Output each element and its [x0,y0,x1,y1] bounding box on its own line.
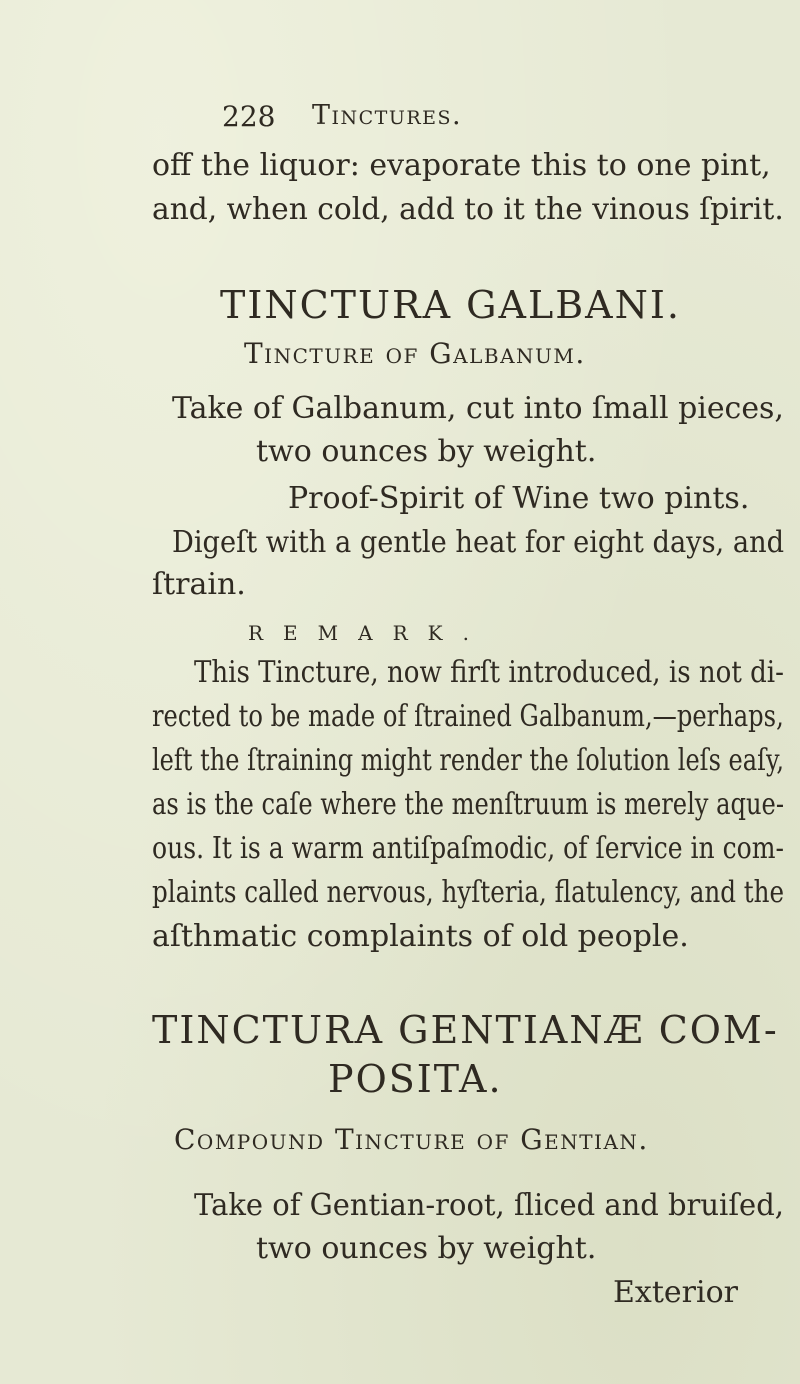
text-line: Digeſt with a gentle heat for eight days, and [172,525,785,560]
text-line: off the liquor: evaporate this to one pint, [152,148,771,183]
running-title: Tinctures. [312,100,463,131]
text-line: left the ſtraining might render the ſolution leſs eaſy, [152,743,785,778]
text-line: ous. It is a warm antiſpaſmodic, of ſervice in com- [152,831,784,866]
remark-label: REMARK. [248,621,489,645]
text-line: rected to be made of ſtrained Galbanum,—perhaps, [152,699,784,734]
section-heading: TINCTURA GALBANI. [220,283,681,327]
text-line: Proof-Spirit of Wine two pints. [288,481,750,516]
text-line: as is the caſe where the menſtruum is merely aque- [152,787,785,822]
page-number: 228 [222,100,276,133]
text-line: two ounces by weight. [256,1231,597,1266]
catchword: Exterior [613,1275,738,1310]
text-line: two ounces by weight. [256,434,597,469]
text-line: Take of Galbanum, cut into ſmall pieces, [172,391,784,426]
section-subheading: Compound Tincture of Gentian. [174,1123,649,1156]
text-line: Take of Gentian-root, ſliced and bruiſed, [194,1188,784,1223]
text-line: This Tincture, now firſt introduced, is not di- [194,655,784,690]
section-heading: TINCTURA GENTIANÆ COM- [152,1008,779,1052]
text-line: and, when cold, add to it the vinous ſpirit. [152,192,784,227]
text-line: plaints called nervous, hyſteria, flatulency, and the [152,875,785,910]
text-line: aſthmatic complaints of old people. [152,919,689,954]
section-subheading: Tincture of Galbanum. [244,337,586,370]
text-line: ſtrain. [152,567,246,602]
section-heading-continued: POSITA. [328,1057,503,1101]
